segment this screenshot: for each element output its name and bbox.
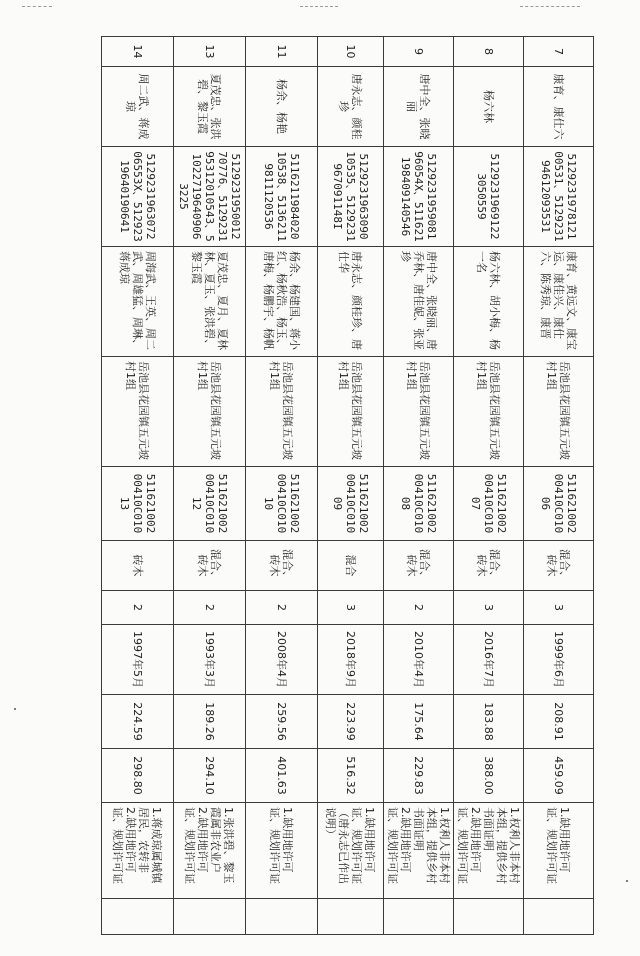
floor-count: 3: [318, 591, 384, 625]
table-row: [524, 37, 594, 935]
address: 岳池县花园镇五元坡村1组: [246, 357, 318, 467]
blank-cell: [524, 899, 594, 935]
structure-type: 混合、砖木: [524, 541, 594, 591]
table-row: [454, 37, 524, 935]
scan-speck: [14, 708, 16, 710]
owner-name: 康育、康仕六: [524, 67, 594, 147]
floor-count: 2: [246, 591, 318, 625]
building-area: 516.32: [318, 749, 384, 803]
floor-count: 3: [524, 591, 594, 625]
remarks: [246, 803, 318, 899]
row-number: 13: [174, 37, 246, 67]
row-number: 14: [102, 37, 174, 67]
parcel-code: 51162100200410C01008: [384, 467, 454, 541]
floor-count: 2: [384, 591, 454, 625]
building-area: 229.83: [384, 749, 454, 803]
building-area: 298.80: [102, 749, 174, 803]
building-area: 459.09: [524, 749, 594, 803]
land-area: 189.26: [174, 695, 246, 749]
housing-registration-table: [101, 36, 594, 935]
owner-name: 杨余、杨艳: [246, 67, 318, 147]
id-number: 512923195908196054X、511621198409140546: [384, 147, 454, 247]
row-number: 8: [454, 37, 524, 67]
blank-cell: [174, 899, 246, 935]
build-date: 1993年3月: [174, 625, 246, 695]
remark-line: 1.张洪碧、黎玉霞属非农业户: [209, 807, 236, 884]
build-date: 2016年7月: [454, 625, 524, 695]
structure-type: 混合、砖木: [174, 541, 246, 591]
table-row: [246, 37, 318, 935]
land-area: 208.91: [524, 695, 594, 749]
remark-line: 1.缺用地许可证、规划许可证: [350, 807, 377, 884]
row-number: 7: [524, 37, 594, 67]
build-date: 2018年9月: [318, 625, 384, 695]
floor-count: 2: [174, 591, 246, 625]
build-date: 1999年6月: [524, 625, 594, 695]
remark-line: 2.缺用地许可证、规划许可证: [111, 807, 138, 884]
remarks: [384, 803, 454, 899]
row-number: 9: [384, 37, 454, 67]
structure-type: 混合、砖木: [384, 541, 454, 591]
building-area: 388.00: [454, 749, 524, 803]
parcel-code: 51162100200410C01013: [102, 467, 174, 541]
remark-line: 2.缺用地许可证、规划许可证: [183, 807, 210, 884]
household-members: 唐中全、张晓丽、唐乔林、唐佳妮、张亚珍: [384, 247, 454, 357]
remarks: [102, 803, 174, 899]
land-area: 223.99: [318, 695, 384, 749]
id-number: 511621198402010538、51362119811120536: [246, 147, 318, 247]
remark-line: 2.缺用地许可证、规划许可证: [456, 807, 482, 884]
household-members: 唐永志、颜桂珍、唐仕华: [318, 247, 384, 357]
remark-line: 1.权利人非本村本组，提供乡村书面证明: [412, 807, 451, 884]
building-area: 401.63: [246, 749, 318, 803]
table-row: [102, 37, 174, 935]
id-number: 512923196309010535、5129231967091148I: [318, 147, 384, 247]
structure-type: 混合、砖木: [454, 541, 524, 591]
land-area: 183.88: [454, 695, 524, 749]
id-number: 512923196307206553X、51292319640190641: [102, 147, 174, 247]
owner-name: 杨六林: [454, 67, 524, 147]
table-row: [318, 37, 384, 935]
owner-name: 唐中全、张晓丽: [384, 67, 454, 147]
floor-count: 2: [102, 591, 174, 625]
build-date: 2008年4月: [246, 625, 318, 695]
land-area: 259.56: [246, 695, 318, 749]
blank-cell: [318, 899, 384, 935]
household-members: 康育、黄远文、康宝运、康佳兴、康仕六、陈秀琼、康晋: [524, 247, 594, 357]
owner-name: 周二武、蒋成琼: [102, 67, 174, 147]
remark-line: 1.蒋成琼属城镇居民，农转非: [137, 807, 164, 884]
id-number: 512923197812100531、512923194612093531: [524, 147, 594, 247]
household-members: 夏茂忠、夏月、夏林林、夏玉、张洪碧、黎玉霞: [174, 247, 246, 357]
remark-line: 1.缺用地许可证、规划许可证: [268, 807, 295, 884]
owner-name: 唐永志、颜桂珍: [318, 67, 384, 147]
blank-cell: [102, 899, 174, 935]
remark-line: 1.缺用地许可证、规划许可证: [545, 807, 572, 884]
blank-cell: [384, 899, 454, 935]
id-number: 51292319691223050559: [454, 147, 524, 247]
parcel-code: 51162100200410C01009: [318, 467, 384, 541]
structure-type: 混合、砖木: [246, 541, 318, 591]
remarks: [318, 803, 384, 899]
structure-type: 混合: [318, 541, 384, 591]
address: 岳池县花园镇五元坡村1组: [454, 357, 524, 467]
id-number: 512923195001270776、512923195312010543、510227196409063225: [174, 147, 246, 247]
parcel-code: 51162100200410C01006: [524, 467, 594, 541]
household-members: 周海武、王英、周二武、周雄猛、周琳、蒋成琼: [102, 247, 174, 357]
scan-speck: [626, 880, 628, 882]
blank-cell: [246, 899, 318, 935]
land-area: 175.64: [384, 695, 454, 749]
address: 岳池县花园镇五元坡村1组: [318, 357, 384, 467]
remark-line: （唐永志已作出说明）: [324, 807, 351, 884]
address: 岳池县花园镇五元坡村1组: [384, 357, 454, 467]
remark-line: 1.权利人非本村本组，提供乡村书面证明: [482, 807, 521, 884]
owner-name: 夏茂忠、张洪碧、黎玉霞: [174, 67, 246, 147]
parcel-code: 51162100200410C01010: [246, 467, 318, 541]
build-date: 2010年4月: [384, 625, 454, 695]
remark-line: 2.缺用地许可证、规划许可证: [386, 807, 412, 884]
blank-cell: [454, 899, 524, 935]
remarks: [174, 803, 246, 899]
row-number: 10: [318, 37, 384, 67]
parcel-code: 51162100200410C01012: [174, 467, 246, 541]
building-area: 294.10: [174, 749, 246, 803]
parcel-code: 51162100200410C01007: [454, 467, 524, 541]
land-area: 224.59: [102, 695, 174, 749]
household-members: 杨余、杨建国、蒋小红、杨秋浩、杨玉、唐梅、杨鹏宇、杨帆: [246, 247, 318, 357]
structure-type: 砖木: [102, 541, 174, 591]
table-row: [174, 37, 246, 935]
address: 岳池县花园镇五元坡村1组: [524, 357, 594, 467]
floor-count: 3: [454, 591, 524, 625]
address: 岳池县花园镇五元坡村1组: [102, 357, 174, 467]
row-number: 11: [246, 37, 318, 67]
table-row: [384, 37, 454, 935]
address: 岳池县花园镇五元坡村1组: [174, 357, 246, 467]
build-date: 1997年5月: [102, 625, 174, 695]
household-members: 杨六林、胡小梅、杨一名: [454, 247, 524, 357]
remarks: [454, 803, 524, 899]
remarks: [524, 803, 594, 899]
